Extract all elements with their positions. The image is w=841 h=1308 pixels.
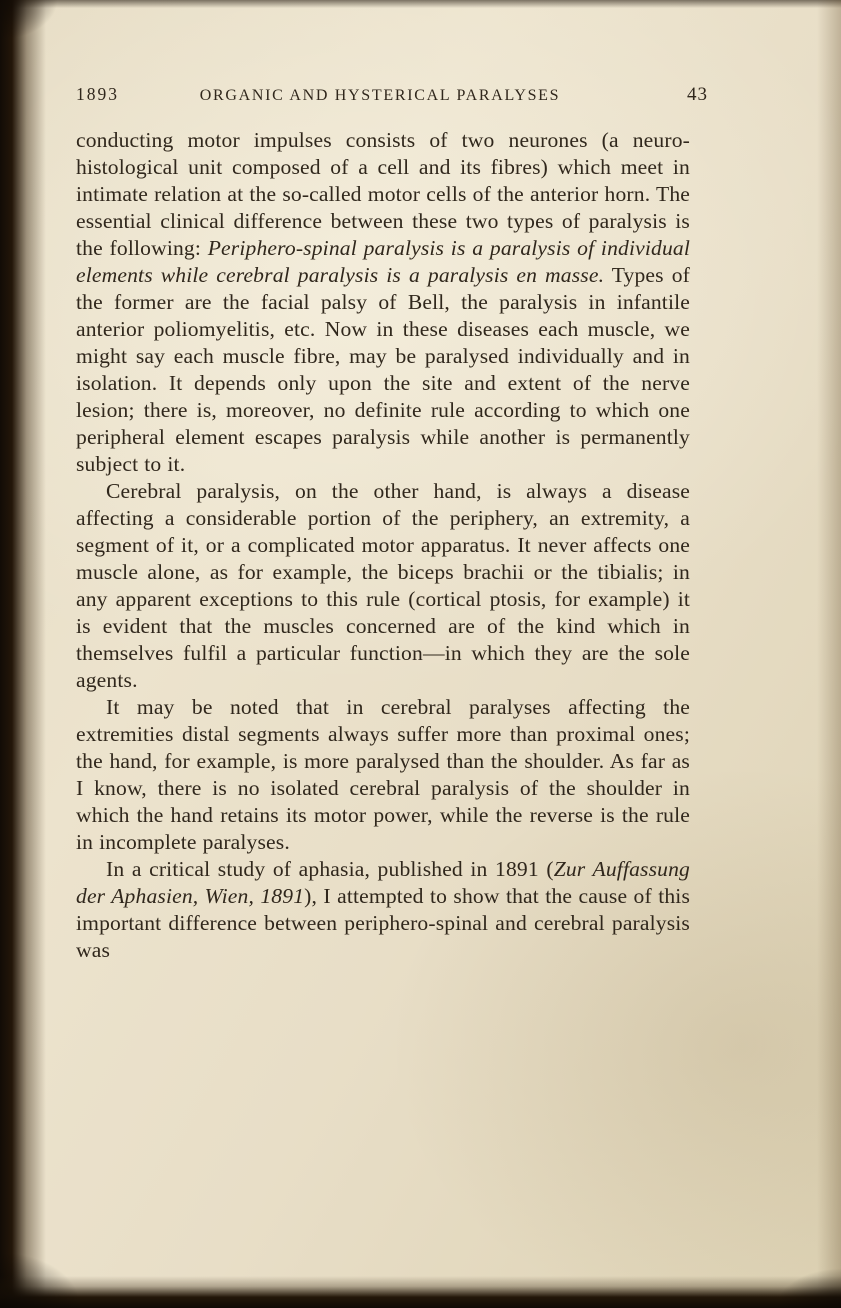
paragraph	[76, 127, 690, 478]
running-title: ORGANIC AND HYSTERICAL PARALYSES	[199, 87, 561, 104]
page-content	[76, 84, 708, 964]
paragraph	[76, 694, 690, 856]
page-header	[76, 84, 708, 106]
text-run: It may be noted that in cerebral paralyses affecting the extremities distal segments always suffer more than proximal ones; the hand, for example, is more paralysed than the shoulder. As far as I know, there is no isolated cerebral paralysis of the shoulder in which the hand retains its motor power, while the reverse is the rule in incomplete paralyses.	[76, 695, 690, 854]
paragraph	[76, 856, 690, 964]
scan-edge-left	[0, 0, 46, 1308]
text-run: Types of the former are the facial palsy of Bell, the paralysis in infantile anterior poliomyelitis, etc. Now in these diseases each muscle, we might say each muscle fibre, may be paralysed individually and in isolation. It depends only upon the site and extent of the nerve lesion; there is, moreover, no definite rule according to which one peripheral element escapes paralysis while another is permanently subject to it.	[76, 263, 690, 476]
scan-corner-bottom-left	[0, 1218, 120, 1308]
header-year: 1893	[76, 84, 119, 104]
italic-text-run: Periphero-spinal paralysis is a paralysis of individual elements while cerebral paralysis is a paralysis en masse.	[76, 236, 690, 287]
text-run: ), I attempted to show that the cause of this important difference between periphero-spinal and cerebral paralysis was	[76, 884, 691, 962]
italic-text-run: Zur Auffassung der Aphasien, Wien, 1891	[76, 857, 690, 908]
text-run: conducting motor impulses consists of two neurones (a neuro-histological unit composed of a cell and its fibres) which meet in intimate relation at the so-called motor cells of the anterior horn. The essential clinical difference between these two types of paralysis is the following:	[76, 128, 690, 260]
scan-corner-top-left	[0, 0, 90, 70]
text-run: In a critical study of aphasia, published in 1891 (	[106, 857, 554, 881]
body-text	[76, 127, 690, 964]
scan-edge-right	[817, 0, 841, 1308]
scan-edge-bottom	[0, 1276, 841, 1308]
page-number: 43	[686, 84, 708, 105]
text-run: Cerebral paralysis, on the other hand, is always a disease affecting a considerable portion of the periphery, an extremity, a segment of it, or a complicated motor apparatus. It never affects one muscle alone, as for example, the biceps brachii or the tibialis; in any apparent exceptions to this rule (cortical ptosis, for example) it is evident that the muscles concerned are of the kind which in themselves fulfil a particular function—in which they are the sole agents.	[76, 479, 690, 692]
paragraph	[76, 478, 690, 694]
scan-edge-top	[0, 0, 841, 9]
scan-corner-bottom-right	[741, 1238, 841, 1308]
